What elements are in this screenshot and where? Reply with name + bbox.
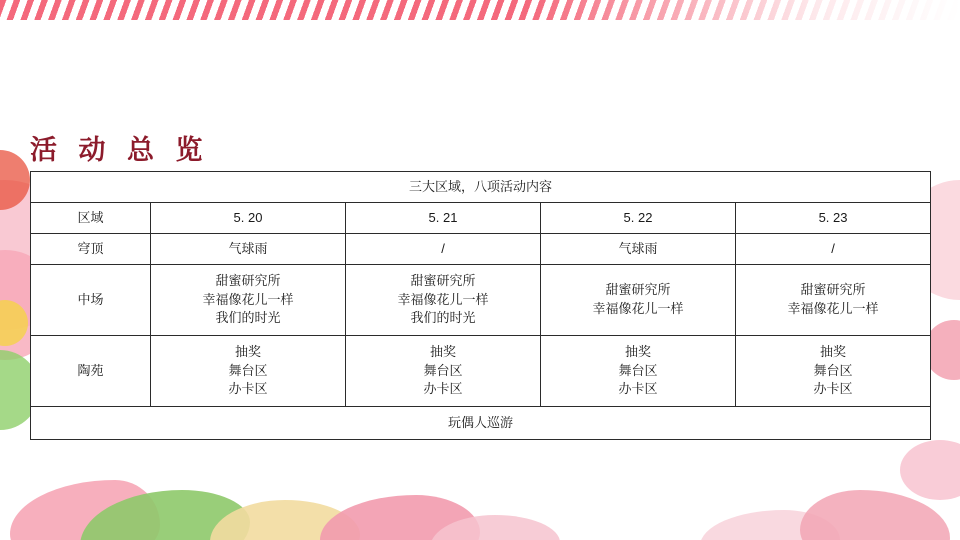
table-footer-row: [31, 407, 931, 440]
table-header-row: [31, 203, 931, 234]
activity-line: 舞台区: [618, 362, 658, 378]
table-row: [31, 234, 931, 265]
page-title: 活 动 总 览: [30, 135, 210, 165]
header-date-521: 5. 21: [346, 203, 541, 234]
activity-line: 舞台区: [228, 362, 268, 378]
activity-line: 抽奖: [234, 343, 261, 359]
activity-line: 抽奖: [429, 343, 456, 359]
region-label: 陶苑: [31, 336, 151, 407]
activity-line: 我们的时光: [410, 310, 476, 326]
activity-line: 抽奖: [820, 343, 847, 359]
activity-line: 舞台区: [423, 362, 463, 378]
activity-line: 幸福像花儿一样: [202, 291, 294, 307]
header-date-522: 5. 22: [541, 203, 736, 234]
activity-line: 气球雨: [228, 240, 268, 256]
activity-cell: [541, 234, 736, 265]
activity-line: 甜蜜研究所: [800, 282, 866, 298]
table-row: [31, 336, 931, 407]
activity-line: 甜蜜研究所: [410, 272, 476, 288]
region-label: 中场: [31, 265, 151, 336]
table-caption-cell: 三大区域，八项活动内容: [31, 172, 931, 203]
activity-cell: [541, 265, 736, 336]
table-caption-row: [31, 172, 931, 203]
activity-line: 办卡区: [228, 381, 268, 397]
activity-line: 我们的时光: [215, 310, 281, 326]
activity-line: 办卡区: [423, 381, 463, 397]
activity-line: /: [831, 240, 835, 256]
activity-cell: [151, 265, 346, 336]
activity-cell: [346, 265, 541, 336]
activity-line: 气球雨: [618, 240, 658, 256]
activity-cell: [346, 234, 541, 265]
table-footer-cell: 玩偶人巡游: [31, 407, 931, 440]
activity-overview-table: [30, 171, 931, 440]
activity-line: /: [441, 240, 445, 256]
activity-line: 舞台区: [813, 362, 853, 378]
header-date-520: 5. 20: [151, 203, 346, 234]
activity-cell: [736, 265, 931, 336]
table-row: [31, 265, 931, 336]
activity-line: 办卡区: [813, 381, 853, 397]
header-region: 区域: [31, 203, 151, 234]
activity-line: 抽奖: [624, 343, 651, 359]
header-date-523: 5. 23: [736, 203, 931, 234]
activity-cell: [151, 336, 346, 407]
activity-line: 幸福像花儿一样: [592, 301, 684, 316]
region-label: 穹顶: [31, 234, 151, 265]
activity-cell: [346, 336, 541, 407]
activity-line: 幸福像花儿一样: [397, 291, 489, 307]
activity-cell: [541, 336, 736, 407]
activity-line: 甜蜜研究所: [605, 282, 671, 298]
activity-cell: [151, 234, 346, 265]
activity-cell: [736, 336, 931, 407]
activity-line: 甜蜜研究所: [215, 272, 281, 288]
activity-line: 办卡区: [618, 381, 658, 397]
activity-line: 幸福像花儿一样: [787, 301, 879, 316]
activity-cell: [736, 234, 931, 265]
